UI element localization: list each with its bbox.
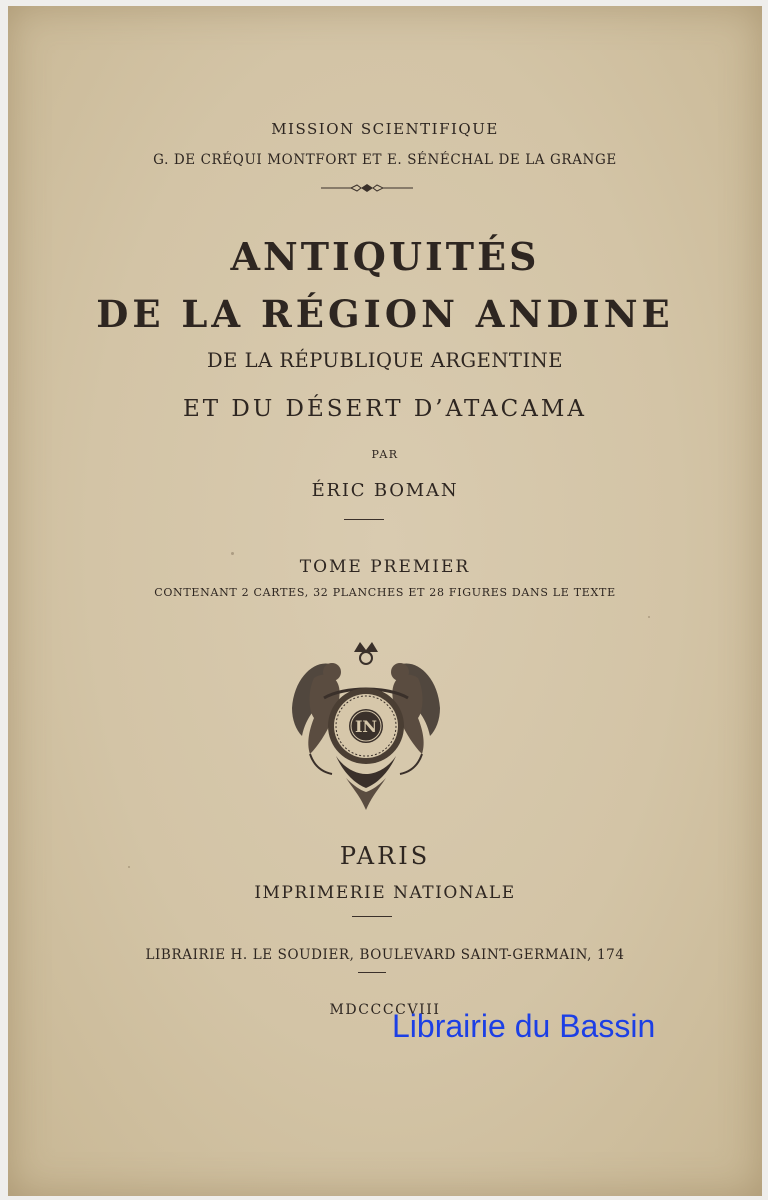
- volume-contents: CONTENANT 2 CARTES, 32 PLANCHES ET 28 FIGURES DANS LE TEXTE: [154, 586, 616, 599]
- imprimerie-nationale-emblem-icon: [284, 638, 448, 813]
- by-label: PAR: [371, 448, 399, 461]
- volume-title: TOME PREMIER: [299, 557, 471, 577]
- emblem-monogram: IN: [354, 717, 378, 736]
- ornament-divider-icon: [321, 182, 413, 194]
- imprint-bookseller: LIBRAIRIE H. LE SOUDIER, BOULEVARD SAINT-GERMAIN, 174: [145, 947, 625, 963]
- divider-rule: [358, 972, 386, 973]
- book-title-page: [8, 6, 762, 1196]
- title-line-3: DE LA RÉPUBLIQUE ARGENTINE: [207, 349, 563, 372]
- title-line-2: DE LA RÉGION ANDINE: [96, 292, 674, 336]
- title-line-4: ET DU DÉSERT D’ATACAMA: [182, 396, 588, 422]
- imprint-city: PARIS: [339, 842, 431, 870]
- imprint-printer: IMPRIMERIE NATIONALE: [254, 883, 516, 903]
- divider-rule: [344, 519, 384, 520]
- author-name: ÉRIC BOMAN: [311, 480, 459, 501]
- title-line-1: ANTIQUITÉS: [230, 234, 540, 279]
- mission-heading: MISSION SCIENTIFIQUE: [271, 120, 499, 138]
- paper-speck: [231, 552, 234, 555]
- mission-authors: G. DE CRÉQUI MONTFORT ET E. SÉNÉCHAL DE LA GRANGE: [153, 152, 617, 168]
- imprint-year: MDCCCCVIII: [329, 1002, 441, 1018]
- bookseller-watermark: Librairie du Bassin: [392, 1008, 656, 1044]
- paper-speck: [648, 616, 650, 618]
- divider-rule: [352, 916, 392, 917]
